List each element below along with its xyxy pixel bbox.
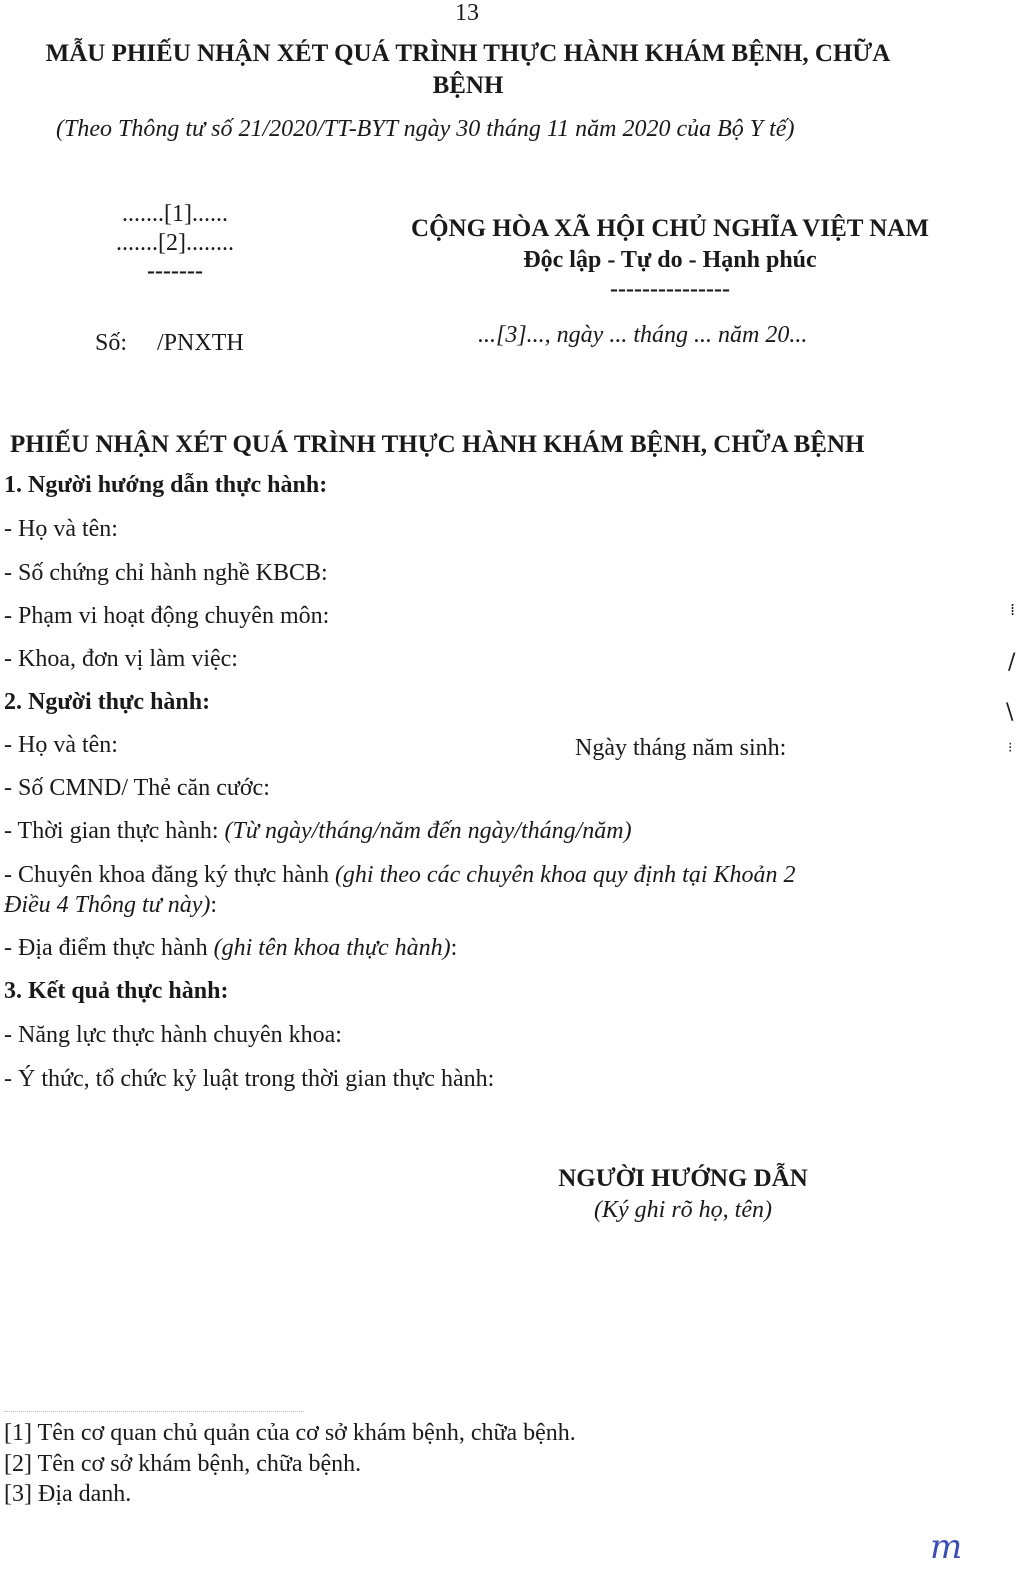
form-subtitle: (Theo Thông tư số 21/2020/TT-BYT ngày 30 tháng 11 năm 2020 của Bộ Y tế): [56, 116, 795, 142]
trainee-id-field: - Số CMND/ Thẻ căn cước:: [4, 775, 270, 801]
margin-mark: ⁞: [1010, 600, 1016, 619]
specialty-competence-field: - Năng lực thực hành chuyên khoa:: [4, 1022, 342, 1048]
supervisor-license-field: - Số chứng chỉ hành nghề KBCB:: [4, 560, 328, 586]
margin-mark: ⁝: [1008, 740, 1013, 756]
margin-mark: /: [1008, 650, 1016, 675]
signature-title: NGƯỜI HƯỚNG DẪN: [558, 1165, 808, 1192]
page-number: 13: [455, 0, 479, 26]
trainee-dob-field: Ngày tháng năm sinh:: [575, 735, 787, 761]
document-number: Số: /PNXTH: [95, 330, 244, 356]
practice-time-label: - Thời gian thực hành:: [4, 818, 225, 844]
discipline-field: - Ý thức, tổ chức kỷ luật trong thời gian thực hành:: [4, 1066, 495, 1092]
specialty-note: (ghi theo các chuyên khoa quy định tại Khoản 2: [334, 862, 796, 888]
margin-mark: \: [1006, 700, 1014, 725]
section2-heading: 2. Người thực hành:: [4, 689, 211, 715]
country-name: CỘNG HÒA XÃ HỘI CHỦ NGHĨA VIỆT NAM: [411, 215, 929, 242]
supervisor-department-field: - Khoa, đơn vị làm việc:: [4, 646, 238, 672]
handwritten-initial-icon: m: [930, 1527, 963, 1567]
specialty-note-cont: Điều 4 Thông tư này): [4, 892, 211, 918]
practice-place-label: - Địa điểm thực hành: [4, 935, 214, 961]
footnote-1: [1] Tên cơ quan chủ quản của cơ sở khám bệnh, chữa bệnh.: [4, 1420, 576, 1446]
practice-place-field: [4, 935, 457, 962]
specialty-label: - Chuyên khoa đăng ký thực hành: [4, 862, 335, 888]
specialty-field-cont: [4, 892, 217, 919]
practice-time-note: (Từ ngày/tháng/năm đến ngày/tháng/năm): [224, 818, 632, 844]
signature-note: (Ký ghi rõ họ, tên): [594, 1197, 772, 1223]
footnote-3: [3] Địa danh.: [4, 1481, 132, 1507]
motto-rule: ---------------: [610, 276, 730, 302]
practice-time-field: [4, 818, 632, 845]
national-motto: Độc lập - Tự do - Hạnh phúc: [523, 247, 817, 273]
agency-placeholder-1: .......[1]......: [122, 201, 228, 227]
footnote-2: [2] Tên cơ sở khám bệnh, chữa bệnh.: [4, 1451, 362, 1477]
section1-heading: 1. Người hướng dẫn thực hành:: [4, 472, 328, 498]
supervisor-name-field: - Họ và tên:: [4, 516, 118, 542]
footnote-separator: [4, 1411, 304, 1412]
form-title-line1: MẪU PHIẾU NHẬN XÉT QUÁ TRÌNH THỰC HÀNH KHÁM BỆNH, CHỮA: [45, 40, 891, 67]
supervisor-scope-field: - Phạm vi hoạt động chuyên môn:: [4, 603, 330, 629]
document-title: PHIẾU NHẬN XÉT QUÁ TRÌNH THỰC HÀNH KHÁM BỆNH, CHỮA BỆNH: [10, 431, 865, 458]
agency-placeholder-2: .......[2]........: [116, 230, 234, 256]
specialty-colon: :: [210, 892, 218, 918]
practice-place-note: (ghi tên khoa thực hành): [213, 935, 451, 961]
practice-place-colon: :: [450, 935, 458, 961]
specialty-field: [4, 862, 796, 889]
form-title-line2: BỆNH: [432, 72, 504, 99]
trainee-name-field: - Họ và tên:: [4, 732, 118, 758]
left-header-rule: -------: [147, 258, 203, 284]
section3-heading: 3. Kết quả thực hành:: [4, 978, 229, 1004]
place-date-line: ...[3]..., ngày ... tháng ... năm 20...: [478, 322, 808, 348]
